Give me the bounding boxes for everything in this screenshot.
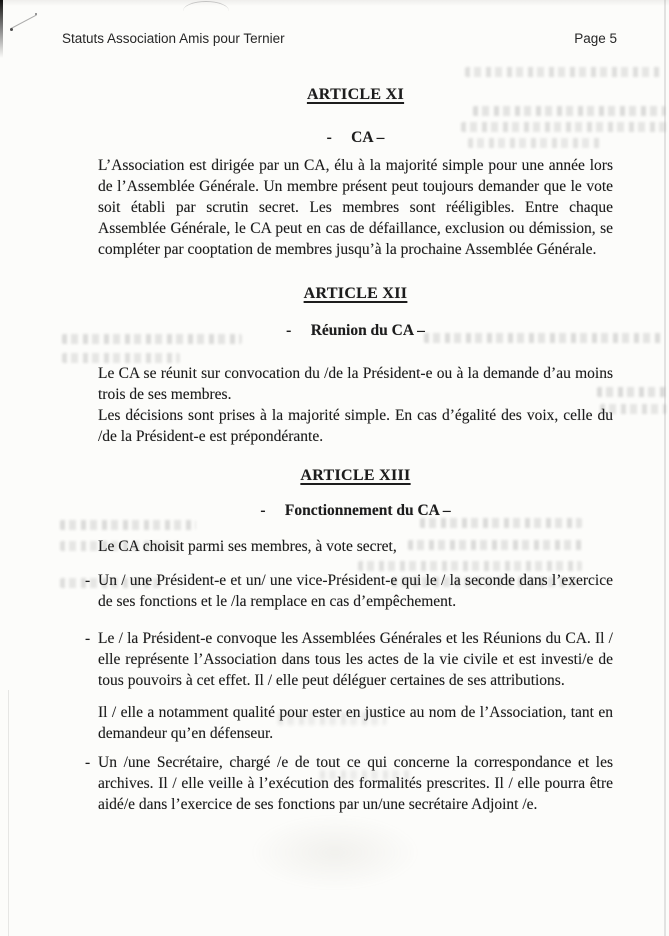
scan-edge-artifact xyxy=(0,0,3,58)
document-body xyxy=(85,0,613,815)
list-item-text: Le / la Président-e convoque les Assemblées Générales et les Réunions du CA. Il / elle représente l’Association dans tous les actes de la vie civile et est investi/e de tous pouvoirs à cet effet. Il / elle peut déléguer certaines de ses attributions. xyxy=(98,630,613,689)
article-xi-section xyxy=(98,85,613,260)
article-xi-subheading: - CA – xyxy=(326,129,385,146)
speck-mark xyxy=(10,28,13,31)
list-item xyxy=(85,752,613,815)
list-dash: - xyxy=(85,630,91,647)
page-number: Page 5 xyxy=(574,31,617,46)
article-xiii-intro: Le CA choisit parmi ses membres, à vote secret, xyxy=(98,538,397,555)
list-dash: - xyxy=(85,754,91,771)
article-xiii-heading: ARTICLE XIII xyxy=(300,467,411,484)
article-xii-paragraph-1: Le CA se réunit sur convocation du /de la Président-e ou à la demande d’au moins trois de ses membres. xyxy=(98,365,613,403)
article-xi-heading: ARTICLE XI xyxy=(306,86,405,103)
article-xiii-subheading: - Fonctionnement du CA – xyxy=(260,502,451,519)
header-title: Statuts Association Amis pour Ternier xyxy=(62,31,285,46)
list-item-text: Un /une Secrétaire, chargé /e de tout ce qui concerne la correspondance et les archives. Il / elle veille à l’exécution des formalités prescrites. Il / elle pourra être aidé/e dans l’exercice de ses fonctions par un/une secrétaire Adjoint /e. xyxy=(98,754,613,813)
scratch-mark xyxy=(11,14,37,28)
speck-mark xyxy=(35,13,37,15)
list-item-text: Un / une Président-e et un/ une vice-Président-e qui le / la seconde dans l’exercice de ses fonctions et le /la remplace en cas d’empêchement. xyxy=(98,572,613,610)
list-dash: - xyxy=(85,572,91,589)
list-item xyxy=(85,628,613,691)
article-xii-heading: ARTICLE XII xyxy=(303,285,408,302)
paper-smudge xyxy=(250,815,420,890)
article-xii-section xyxy=(98,284,613,447)
page-edge-shadow xyxy=(664,0,666,936)
list-item xyxy=(85,570,613,612)
article-xiii-section xyxy=(85,466,613,815)
list-item-continuation: Il / elle a notamment qualité pour ester en justice au nom de l’Association, tant en demandeur qu’en défenseur. xyxy=(98,704,613,742)
article-xii-paragraph-2: Les décisions sont prises à la majorité simple. En cas d’égalité des voix, celle du /de la Président-e est prépondérante. xyxy=(98,407,613,445)
article-xi-paragraph: L’Association est dirigée par un CA, élu à la majorité simple pour une année lors de l’Assemblée Générale. Un membre présent peut toujours demander que le vote soit établi par scrutin secret. Les membres sont rééligibles. Entre chaque Assemblée Générale, le CA peut en cas de défaillance, exclusion ou démission, se compléter par cooptation de membres jusqu’à la prochaine Assemblée Générale. xyxy=(98,157,613,258)
page-edge-shadow xyxy=(8,690,9,936)
article-xii-subheading: - Réunion du CA – xyxy=(286,322,425,339)
